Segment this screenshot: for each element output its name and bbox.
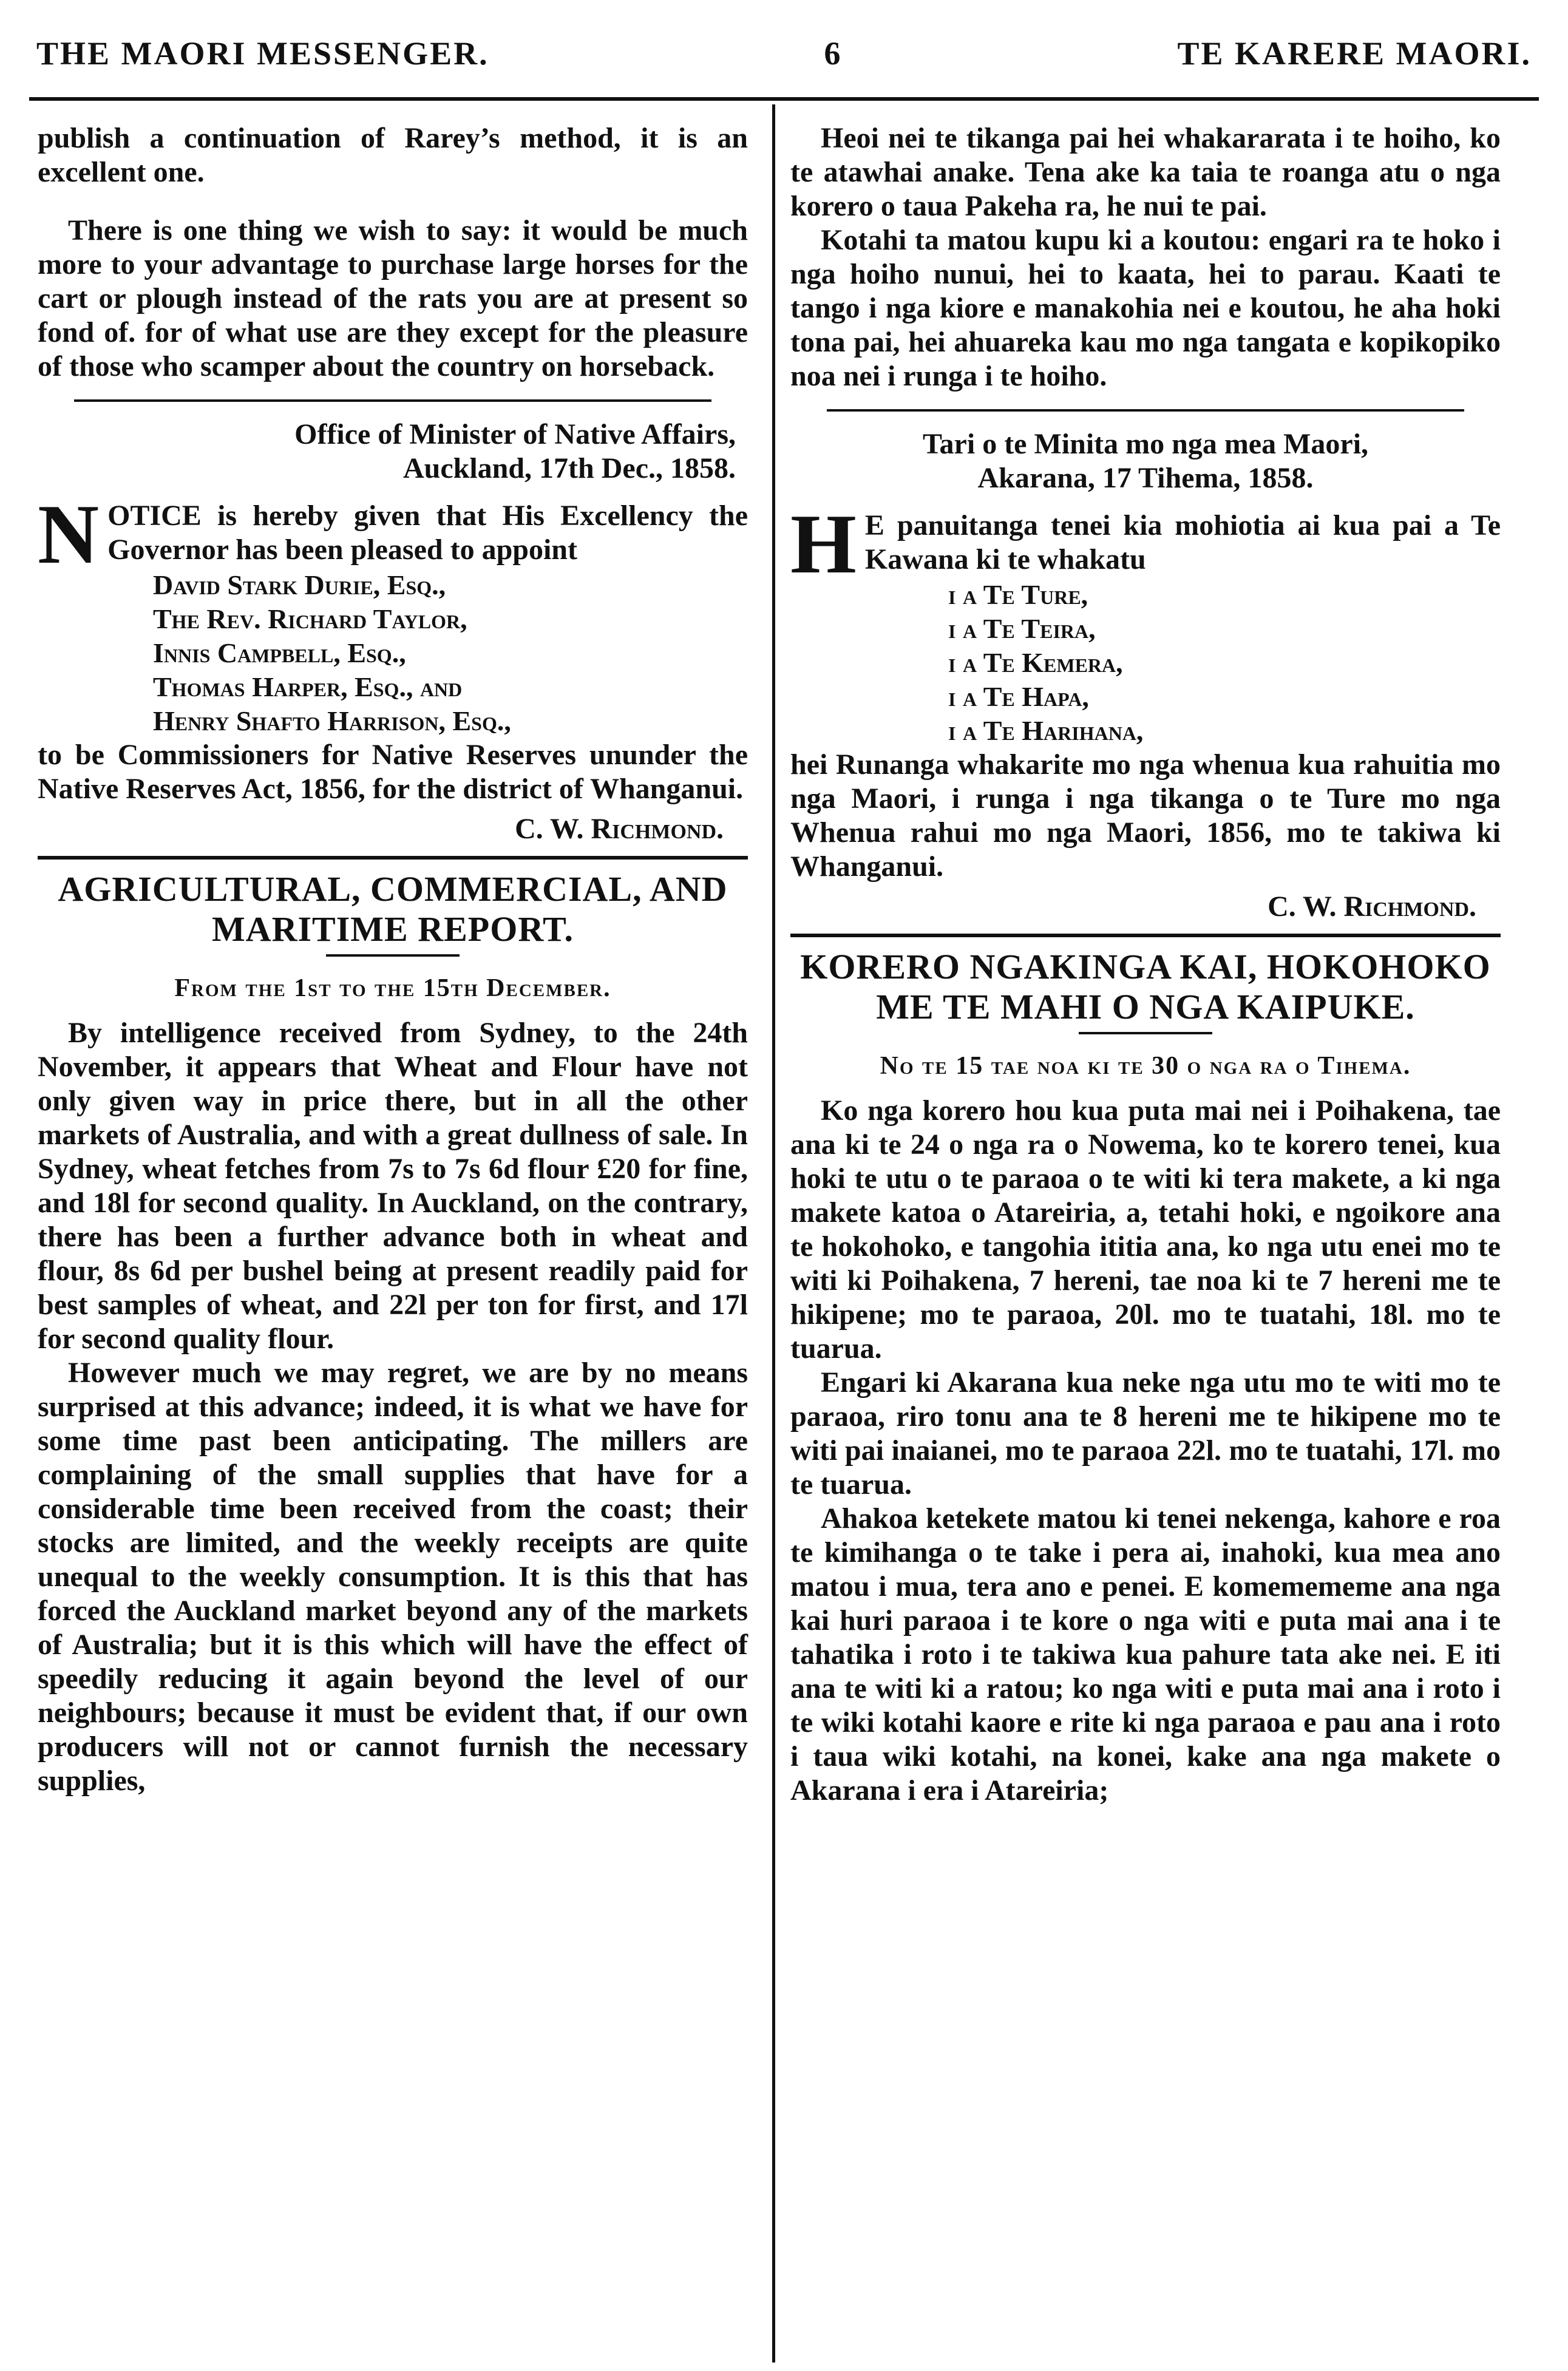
drop-cap: H [790,497,857,591]
drop-cap: N [38,487,100,582]
notice-conclusion: hei Runanga whakarite mo nga whenua kua rahuitia mo nga Maori, i runga i nga tikanga o te Ture mo nga Whenua rahui mo nga Maori, 1856, mo te takiwa ki Whanganui. [790,748,1501,883]
notice-text: OTICE is hereby given that His Excellency the Governor has been pleased to appoint [107,500,748,566]
intro-paragraph-1: publish a continuation of Rarey’s method, it is an excellent one. [38,122,748,188]
office-line-2: Akarana, 17 Tihema, 1858. [977,462,1314,494]
office-line-1: Office of Minister of Native Affairs, [294,418,736,450]
section-divider [827,409,1464,412]
section-divider-thick [790,934,1501,937]
intro-paragraph-1: Heoi nei te tikanga pai hei whakararata i te hoiho, ko te atawhai anake. Tena ake ka taia te roanga atu o nga korero o taua Pakeha ra, he nui te pai. [790,122,1501,222]
appointee-name: David Stark Durie, Esq., [153,569,446,600]
section-divider [74,399,711,402]
maori-column [790,121,1501,1808]
masthead-maori-title: TE KARERE MAORI. [1177,35,1532,72]
report-paragraph-2: Engari ki Akarana kua neke nga utu mo te witi mo te paraoa, riro tonu ana te 8 hereni me te hikipene mo te witi pai inaianei, mo te paraoa 22l. mo te tuatahi, 17l. mo te tuarua. [790,1366,1501,1501]
heading-rule [1079,1032,1212,1034]
appointee-name: i a Te Teira, [948,613,1096,644]
masthead-english-title: THE MAORI MESSENGER. [36,35,489,72]
report-heading: AGRICULTURAL, COMMERCIAL, AND MARITIME REPORT. [58,869,728,949]
office-heading [38,418,748,486]
report-date-range: No te 15 tae noa ki te 30 o nga ra o Tihema. [880,1052,1411,1080]
appointee-list [38,568,748,738]
masthead-rule [29,97,1539,101]
masthead [36,29,1532,78]
report-paragraph-1: Ko nga korero hou kua puta mai nei i Poihakena, tae ana ki te 24 o nga ra o Nowema, ko te korero tenei, kua hoki te utu o te paraoa o te witi ki tera makete, a ki nga makete katoa o Atareiria, a, tetahi hoki, e ngoikore ana te hokohoko, e tangohia ititia ana, ko nga utu enei mo te witi ki Poihakena, 7 hereni, tae noa ki te 7 hereni me te hikipene; mo te paraoa, 20l. mo te tuatahi, 18l. mo te tuarua. [790,1094,1501,1365]
notice-block [38,487,748,582]
english-column [38,121,748,1798]
report-paragraph-2: However much we may regret, we are by no means surprised at this advance; indeed, it is what we have for some time past been anticipating. The millers are complaining of the small supplies that have for a considerable time been received from the coast; their stocks are limited, and the weekly receipts are quite unequal to the weekly consumption. It is this that has forced the Auckland market beyond any of the markets of Australia; but it is this which will have the effect of speedily reducing it again beyond the level of our neighbours; because it must be evident that, if our own producers will not or cannot furnish the necessary supplies, [38,1357,748,1797]
notice-block [790,497,1501,591]
column-divider [772,104,775,2363]
intro-paragraph-2: Kotahi ta matou kupu ki a koutou: engari ra te hoko i nga hoiho nunui, hei to kaata, hei to parau. Kaati te tango i nga kiore e manakohia nei e koutou, he aha hoki tona pai, hei ahuareka kau mo nga tangata e kopikopiko noa nei i runga i te hoiho. [790,224,1501,392]
appointee-name: i a Te Kemera, [948,647,1123,678]
notice-text: E panuitanga tenei kia mohiotia ai kua pai a Te Kawana ki te whakatu [864,509,1501,575]
report-paragraph-3: Ahakoa ketekete matou ki tenei nekenga, kahore e roa te kimihanga o te take i pera ai, inahoki, kua mea ano matou i mua, tera ano e penei. E komemememe ana nga kai huri paraoa i te kore o nga witi e puta mai ana i te tahatika i roto i te takiwa kua pahure tata ake nei. E iti ana te witi ki a ratou; ko nga witi e puta mai ana i roto i te wiki kotahi kaore e rite ki nga paraoa e pau ana i roto i taua wiki kotahi, na konei, kake ana nga makete o Akarana i era i Atareiria; [790,1502,1501,1806]
appointee-name: Henry Shafto Harrison, Esq., [153,705,511,736]
report-date-range: From the 1st to the 15th December. [174,974,611,1002]
appointee-name: i a Te Hapa, [948,681,1089,712]
report-heading: KORERO NGAKINGA KAI, HOKOHOKO ME TE MAHI O NGA KAIPUKE. [800,947,1491,1026]
intro-paragraph-2: There is one thing we wish to say: it would be much more to your advantage to purchase large horses for the cart or plough instead of the rats you are at present so fond of. for of what use are they except for the pleasure of those who scamper about the country on horseback. [38,214,748,382]
notice-conclusion: to be Commissioners for Native Reserves ununder the Native Reserves Act, 1856, for the district of Whanganui. [38,739,748,805]
office-heading [790,427,1501,495]
section-divider-thick [38,856,748,860]
page-number: 6 [824,35,843,72]
signature: C. W. Richmond. [515,813,724,845]
office-line-2: Auckland, 17th Dec., 1858. [402,452,736,484]
appointee-name: i a Te Ture, [948,579,1088,610]
appointee-name: i a Te Harihana, [948,715,1144,746]
appointee-list [790,578,1501,748]
appointee-name: The Rev. Richard Taylor, [153,603,467,634]
signature: C. W. Richmond. [1268,890,1476,923]
heading-rule [326,954,460,957]
office-line-1: Tari o te Minita mo nga mea Maori, [922,428,1369,460]
appointee-name: Thomas Harper, Esq., and [153,671,463,702]
appointee-name: Innis Campbell, Esq., [153,637,406,668]
report-paragraph-1: By intelligence received from Sydney, to the 24th November, it appears that Wheat and Flour have not only given way in price there, but in all the other markets of Australia, and with a great dullness of sale. In Sydney, wheat fetches from 7s to 7s 6d flour £20 for fine, and 18l for second quality. In Auckland, on the contrary, there has been a further advance both in wheat and flour, 8s 6d per bushel being at present readily paid for best samples of wheat, and 22l per ton for first, and 17l for second quality flour. [38,1017,748,1355]
